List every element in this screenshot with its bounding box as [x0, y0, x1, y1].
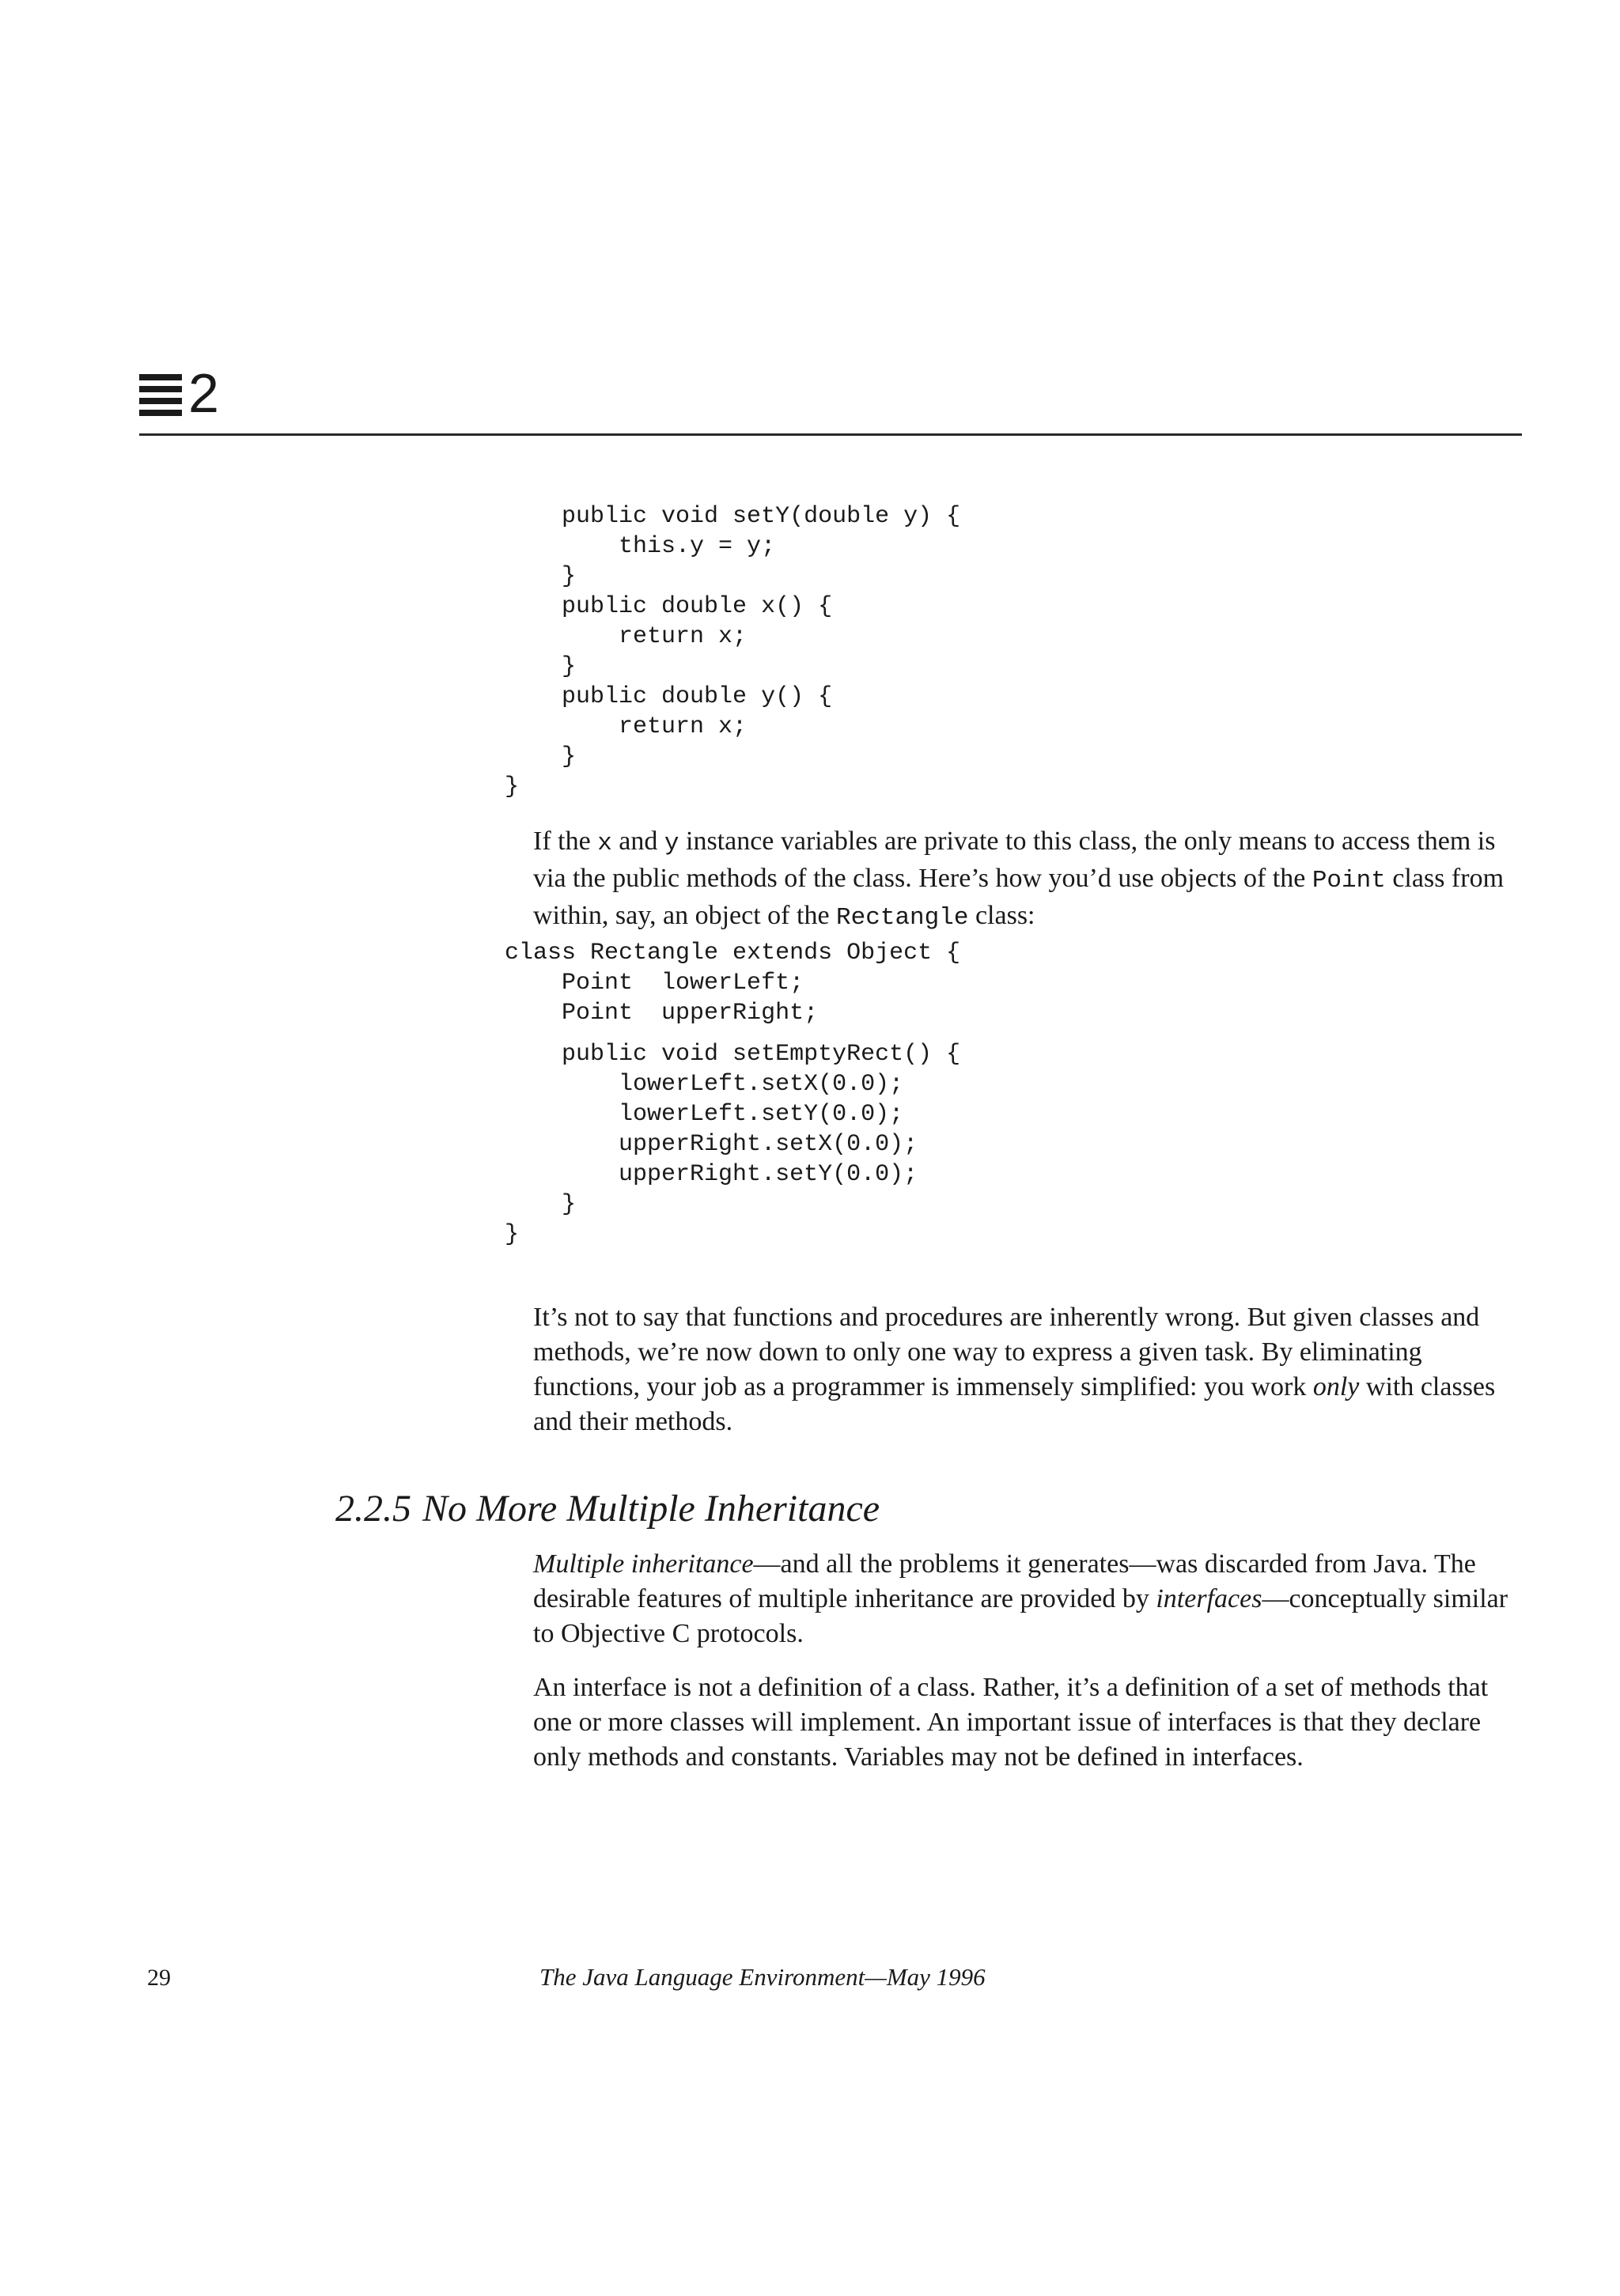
footer-book-title: The Java Language Environment—May 1996 — [539, 1963, 986, 1991]
section-heading — [335, 1487, 880, 1531]
emphasis-only: only — [1312, 1372, 1360, 1401]
paragraph-interface-definition: An interface is not a definition of a class. Rather, it’s a definition of a set of methods that one or more classes will implement. An important issue of interfaces is that they declare only methods and constants. Variables may not be defined in interfaces. — [533, 1673, 1489, 1772]
code-line: } — [448, 743, 577, 770]
paragraph-private-vars: If the x and y instance variables are private to this class, the only means to access them is via the public methods of the class. Here’s how you’d use objects of the Point class from within, say, an object of the Rectangle class: — [533, 826, 1505, 932]
code-line: Point upperRight; — [448, 1000, 819, 1027]
code-line: lowerLeft.setY(0.0); — [448, 1101, 904, 1128]
code-line: } — [448, 774, 520, 800]
inline-code-point: Point — [1312, 867, 1386, 895]
inline-code-rectangle: Rectangle — [836, 904, 969, 932]
code-line: lowerLeft.setX(0.0); — [448, 1071, 904, 1098]
code-line: upperRight.setX(0.0); — [448, 1131, 918, 1158]
code-line: return x; — [448, 713, 748, 740]
code-line: class Rectangle extends Object { — [448, 940, 961, 966]
paragraph-functions: It’s not to say that functions and procedures are inherently wrong. But given classes and methods, we’re now down to only one way to express a given task. By eliminating functions, your job as a programmer is immensely simplified: you work only with classes and their methods. — [533, 1303, 1496, 1436]
chapter-marker — [139, 362, 219, 424]
code-line: } — [448, 1221, 520, 1248]
code-block-2 — [448, 938, 960, 1250]
section-title: No More Multiple Inheritance — [422, 1488, 880, 1530]
code-line: upperRight.setY(0.0); — [448, 1161, 918, 1188]
inline-code-x: x — [597, 830, 612, 857]
code-line: } — [448, 563, 577, 590]
code-line: } — [448, 653, 577, 680]
term-interfaces: interfaces — [1156, 1584, 1262, 1613]
code-line: return x; — [448, 623, 748, 650]
code-block-1 — [448, 501, 960, 802]
inline-code-y: y — [664, 830, 679, 857]
paragraph-multiple-inheritance: Multiple inheritance—and all the problems it generates—was discarded from Java. The desirable features of multiple inheritance are provided by interfaces—conceptually similar to Objective C protocols. — [533, 1549, 1508, 1648]
chapter-bars-icon — [139, 374, 182, 416]
code-line: } — [448, 1191, 577, 1218]
code-line: this.y = y; — [448, 533, 776, 560]
page-number: 29 — [147, 1965, 171, 1991]
term-multiple-inheritance: Multiple inheritance — [533, 1549, 754, 1579]
header-rule — [139, 433, 1522, 436]
chapter-number: 2 — [188, 362, 219, 424]
code-line: public double x() { — [448, 593, 833, 620]
code-line: public void setEmptyRect() { — [448, 1041, 961, 1068]
code-line: Point lowerLeft; — [448, 970, 804, 997]
code-line: public void setY(double y) { — [448, 503, 961, 530]
code-line: public double y() { — [448, 683, 833, 710]
section-number: 2.2.5 — [335, 1488, 411, 1530]
code-line — [448, 1028, 960, 1039]
